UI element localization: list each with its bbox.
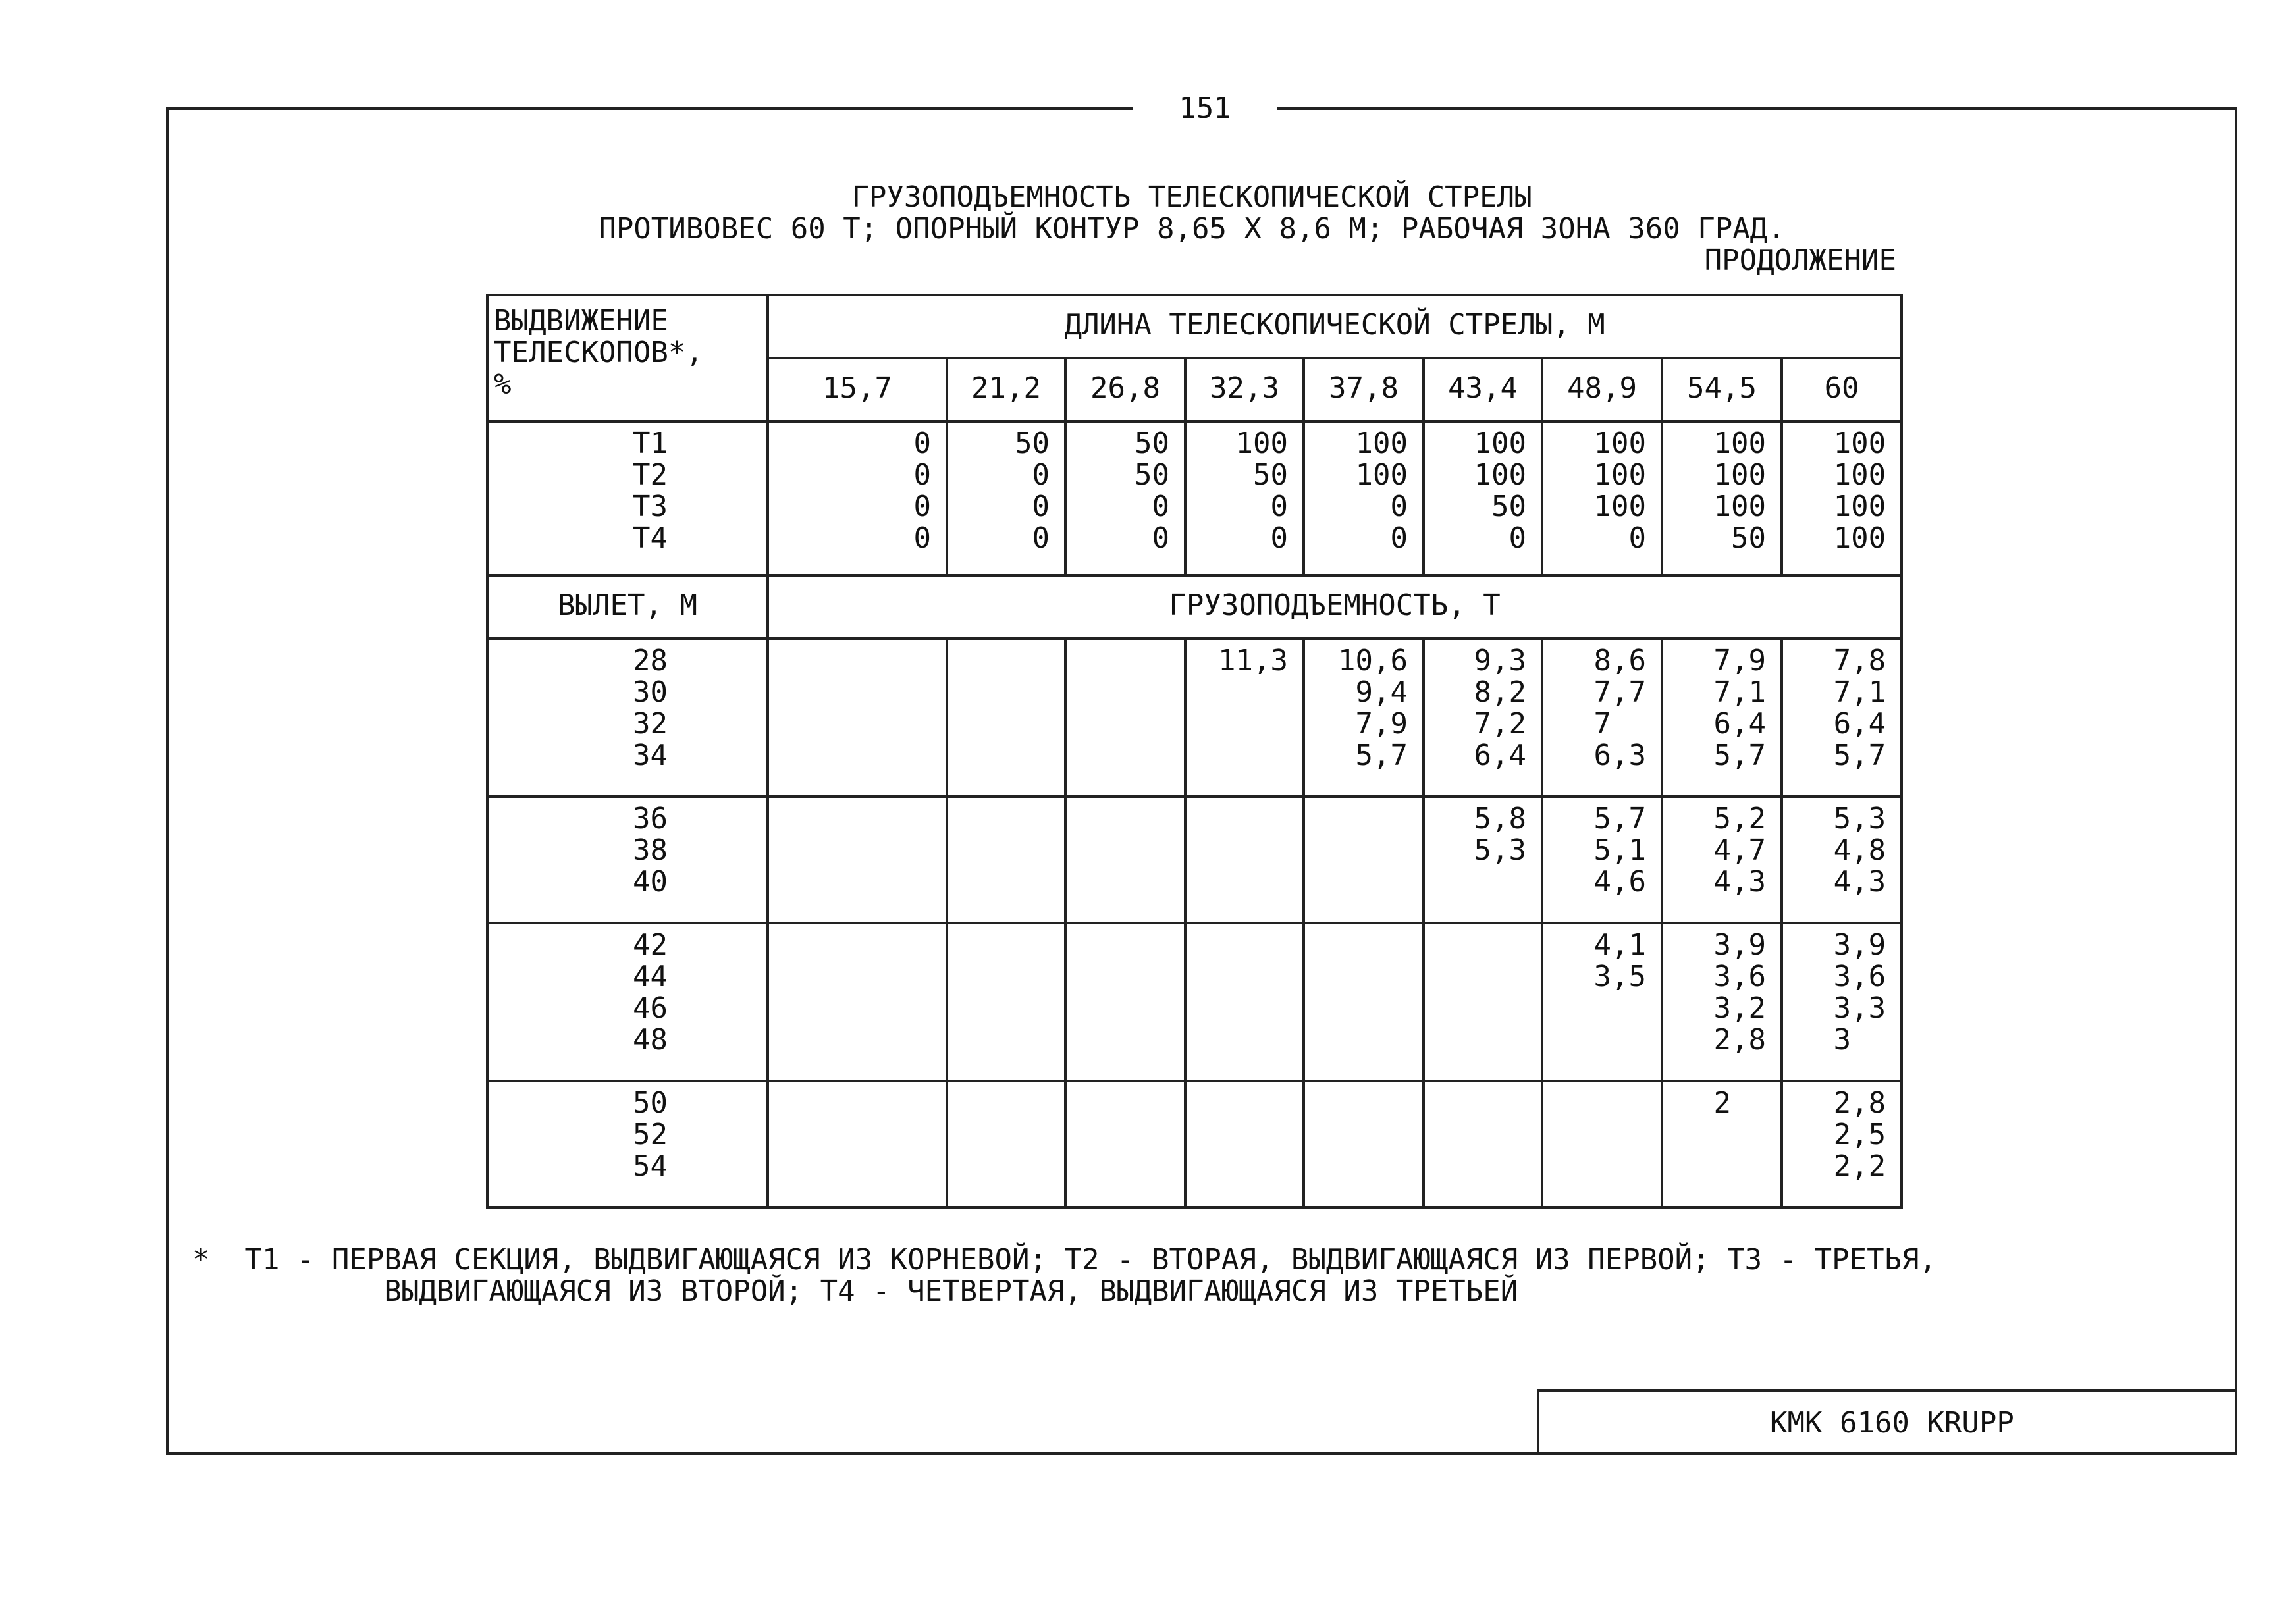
page-number: 151 bbox=[1133, 92, 1277, 125]
capacity-cell bbox=[1065, 923, 1185, 1081]
telescope-values: 50 50 0 0 bbox=[1065, 421, 1185, 575]
capacity-cell bbox=[768, 923, 947, 1081]
telescope-values: 100 100 50 0 bbox=[1424, 421, 1542, 575]
table-row bbox=[487, 1081, 1902, 1207]
radius-values: 50 52 54 bbox=[487, 1081, 768, 1207]
boom-length-header: ДЛИНА ТЕЛЕСКОПИЧЕСКОЙ СТРЕЛЫ, М bbox=[768, 295, 1902, 358]
capacity-cell bbox=[1304, 797, 1424, 923]
capacity-cell bbox=[1424, 923, 1542, 1081]
capacity-cell bbox=[1304, 1081, 1424, 1207]
capacity-cell bbox=[1542, 1081, 1662, 1207]
continuation-label: ПРОДОЛЖЕНИЕ bbox=[1704, 244, 1896, 277]
table-title: ГРУЗОПОДЪЕМНОСТЬ ТЕЛЕСКОПИЧЕСКОЙ СТРЕЛЫ bbox=[851, 180, 1532, 214]
length-cell: 15,7 bbox=[768, 358, 947, 421]
length-cell: 26,8 bbox=[1065, 358, 1185, 421]
capacity-cell bbox=[1065, 639, 1185, 797]
length-cell: 37,8 bbox=[1304, 358, 1424, 421]
capacity-cell bbox=[947, 1081, 1065, 1207]
capacity-cell: 3,9 3,6 3,3 3 bbox=[1782, 923, 1902, 1081]
length-cell: 43,4 bbox=[1424, 358, 1542, 421]
telescope-values: 0 0 0 0 bbox=[768, 421, 947, 575]
telescope-values: 50 0 0 0 bbox=[947, 421, 1065, 575]
table-row bbox=[487, 639, 1902, 797]
length-cell: 21,2 bbox=[947, 358, 1065, 421]
table-subtitle: ПРОТИВОВЕС 60 Т; ОПОРНЫЙ КОНТУР 8,65 Х 8,6 М; РАБОЧАЯ ЗОНА 360 ГРАД. bbox=[599, 212, 1785, 246]
radius-values: 36 38 40 bbox=[487, 797, 768, 923]
radius-values: 42 44 46 48 bbox=[487, 923, 768, 1081]
length-cell: 54,5 bbox=[1662, 358, 1782, 421]
radius-values: 28 30 32 34 bbox=[487, 639, 768, 797]
capacity-cell: 4,1 3,5 bbox=[1542, 923, 1662, 1081]
telescope-values: 100 100 100 0 bbox=[1542, 421, 1662, 575]
radius-header: ВЫЛЕТ, М bbox=[487, 575, 768, 639]
capacity-cell: 5,2 4,7 4,3 bbox=[1662, 797, 1782, 923]
telescope-values: 100 50 0 0 bbox=[1185, 421, 1304, 575]
extension-header: ВЫДВИЖЕНИЕ ТЕЛЕСКОПОВ*, % bbox=[487, 295, 768, 421]
capacity-cell bbox=[1304, 923, 1424, 1081]
capacity-cell bbox=[947, 797, 1065, 923]
telescope-values: 100 100 0 0 bbox=[1304, 421, 1424, 575]
capacity-cell bbox=[768, 797, 947, 923]
capacity-cell: 9,3 8,2 7,2 6,4 bbox=[1424, 639, 1542, 797]
capacity-cell: 11,3 bbox=[1185, 639, 1304, 797]
capacity-cell bbox=[947, 639, 1065, 797]
telescope-row bbox=[487, 421, 1902, 575]
telescope-values: 100 100 100 50 bbox=[1662, 421, 1782, 575]
capacity-cell bbox=[1185, 923, 1304, 1081]
document-stamp: КМК 6160 KRUPP bbox=[1537, 1389, 2237, 1455]
capacity-cell bbox=[1424, 1081, 1542, 1207]
capacity-cell bbox=[1185, 1081, 1304, 1207]
capacity-cell: 10,6 9,4 7,9 5,7 bbox=[1304, 639, 1424, 797]
capacity-cell: 2 bbox=[1662, 1081, 1782, 1207]
table-row bbox=[487, 923, 1902, 1081]
capacity-cell: 7,9 7,1 6,4 5,7 bbox=[1662, 639, 1782, 797]
telescope-labels: Т1 Т2 Т3 Т4 bbox=[487, 421, 768, 575]
capacity-cell: 8,6 7,7 7 6,3 bbox=[1542, 639, 1662, 797]
capacity-cell: 7,8 7,1 6,4 5,7 bbox=[1782, 639, 1902, 797]
length-cell: 48,9 bbox=[1542, 358, 1662, 421]
capacity-cell bbox=[1185, 797, 1304, 923]
footnote: * Т1 - ПЕРВАЯ СЕКЦИЯ, ВЫДВИГАЮЩАЯСЯ ИЗ КОРНЕВОЙ; Т2 - ВТОРАЯ, ВЫДВИГАЮЩАЯСЯ ИЗ ПЕРВОЙ; Т3 - ТРЕТЬЯ, ВЫДВИГАЮЩАЯСЯ ИЗ ВТОРОЙ; Т4 - ЧЕТВЕРТАЯ, ВЫДВИГАЮЩАЯСЯ ИЗ ТРЕТЬЕЙ bbox=[192, 1243, 1937, 1308]
capacity-cell: 5,8 5,3 bbox=[1424, 797, 1542, 923]
capacity-table bbox=[486, 294, 1903, 1209]
length-cell: 60 bbox=[1782, 358, 1902, 421]
table-row bbox=[487, 797, 1902, 923]
length-cell: 32,3 bbox=[1185, 358, 1304, 421]
capacity-cell bbox=[768, 1081, 947, 1207]
capacity-cell: 5,7 5,1 4,6 bbox=[1542, 797, 1662, 923]
capacity-cell: 5,3 4,8 4,3 bbox=[1782, 797, 1902, 923]
capacity-cell: 2,8 2,5 2,2 bbox=[1782, 1081, 1902, 1207]
capacity-cell bbox=[1065, 797, 1185, 923]
telescope-values: 100 100 100 100 bbox=[1782, 421, 1902, 575]
capacity-cell bbox=[947, 923, 1065, 1081]
capacity-cell bbox=[768, 639, 947, 797]
capacity-cell: 3,9 3,6 3,2 2,8 bbox=[1662, 923, 1782, 1081]
capacity-header: ГРУЗОПОДЪЕМНОСТЬ, Т bbox=[768, 575, 1902, 639]
capacity-cell bbox=[1065, 1081, 1185, 1207]
